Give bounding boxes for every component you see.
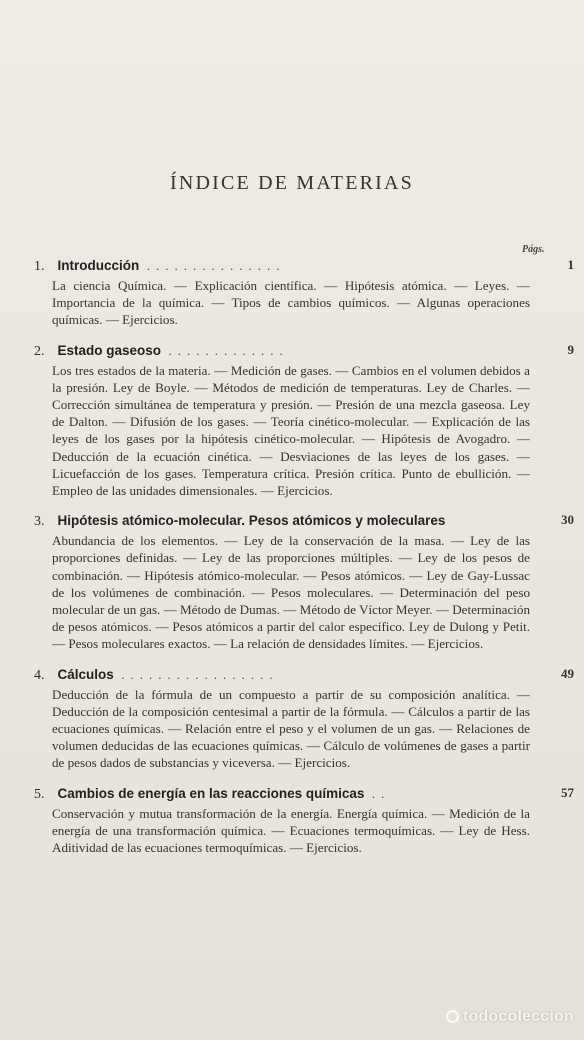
entry-number: 3. bbox=[34, 514, 45, 530]
entry-page-number: 57 bbox=[561, 784, 574, 800]
watermark-text: todocoleccion bbox=[462, 1008, 574, 1025]
entry-number: 1. bbox=[34, 259, 45, 274]
toc-entry-4 bbox=[34, 665, 574, 772]
entry-description: Deducción de la fórmula de un compuesto a partir de su composición analítica. — Deducción de la composición centesimal a partir de la fórmula. — Cálculos a partir de las ecuaciones químicas. — Relación entre el peso y el volumen de un gas. — Relaciones de volumen deducidas de las ecuaciones químicas. — Cálculo de volúmenes de gases a partir de pesos dados de substancias y viceversa. — Ejercicios. bbox=[52, 686, 530, 771]
entry-number: 2. bbox=[34, 343, 45, 359]
entry-description: Conservación y mutua transformación de la energía. Energía química. — Medición de la energía de una transformación química. — Ecuaciones termoquímicas. — Ley de Hess. Aditividad de las ecuaciones termoquímicas. — Ejercicios. bbox=[52, 805, 530, 856]
entry-description: Los tres estados de la materia. — Medición de gases. — Cambios en el volumen debidos a la presión. Ley de Boyle. — Métodos de medición de temperaturas. Ley de Charles. — Corrección simultánea de temperatura y presión. — Presión de una mezcla gaseosa. Ley de Dalton. — Difusión de los gases. — Teoría cinético-molecular. — Explicación de las leyes de los gases por la hipótesis cinético-molecular. — Hipótesis de Avogadro. — Deducción de la ecuación cinética. — Desviaciones de las leyes de los gases. — Licuefacción de los gases. Temperatura crítica. Presión crítica. Punto de ebullición. — Empleo de las unidades dimensionales. — Ejercicios. bbox=[52, 362, 530, 499]
entry-page-number: 30 bbox=[561, 512, 574, 528]
entry-number: 4. bbox=[34, 667, 45, 683]
toc-entry-header bbox=[34, 665, 574, 685]
pages-column-label: Págs. bbox=[522, 244, 545, 255]
leader-dots: ............... bbox=[146, 258, 286, 273]
leader-dots: ................. bbox=[121, 666, 279, 682]
entry-page-number: 1 bbox=[567, 257, 574, 272]
entry-page-number: 9 bbox=[567, 341, 574, 357]
leader-dots: .. bbox=[371, 785, 391, 801]
entry-title: Cálculos bbox=[57, 666, 114, 682]
leader-dots: ............. bbox=[168, 342, 289, 358]
page-title: ÍNDICE DE MATERIAS bbox=[169, 172, 415, 194]
toc-entry-3 bbox=[34, 511, 574, 652]
entry-title: Estado gaseoso bbox=[57, 342, 162, 358]
entry-title: Cambios de energía en las reacciones químicas bbox=[57, 785, 365, 801]
toc-entry-2 bbox=[34, 341, 574, 500]
entry-description: La ciencia Química. — Explicación científica. — Hipótesis atómica. — Leyes. — Importancia de la química. — Tipos de cambios químicos. — Algunas operaciones químicas. — Ejercicios. bbox=[52, 278, 530, 328]
toc-entry-header bbox=[34, 784, 574, 804]
toc-entry-header bbox=[34, 511, 574, 531]
entry-description: Abundancia de los elementos. — Ley de la conservación de la masa. — Ley de las proporciones definidas. — Ley de las proporciones múltiples. — Ley de los pesos de combinación. — Hipótesis atómico-molecular. — Pesos atómicos. — Ley de Gay-Lussac de los volúmenes de combinación. — Pesos moleculares. — Determinación del peso molecular de un gas. — Método de Dumas. — Método de Víctor Meyer. — Determinación de pesos atómicos. — Pesos atómicos a partir del calor específico. Ley de Dulong y Petit. — Pesos moleculares exactos. — La relación de densidades límites. — Ejercicios. bbox=[52, 533, 530, 652]
entry-page-number: 49 bbox=[561, 665, 574, 681]
table-of-contents bbox=[34, 256, 574, 868]
entry-number: 5. bbox=[34, 786, 45, 802]
toc-entry-5 bbox=[34, 784, 574, 857]
toc-entry-header bbox=[34, 256, 574, 276]
watermark-logo-icon bbox=[446, 1010, 459, 1023]
site-watermark bbox=[446, 1008, 574, 1026]
toc-entry-header bbox=[34, 341, 574, 361]
entry-title: Introducción bbox=[57, 258, 140, 273]
toc-entry-1 bbox=[34, 256, 574, 329]
entry-title: Hipótesis atómico-molecular. Pesos atómicos y moleculares bbox=[57, 513, 446, 529]
